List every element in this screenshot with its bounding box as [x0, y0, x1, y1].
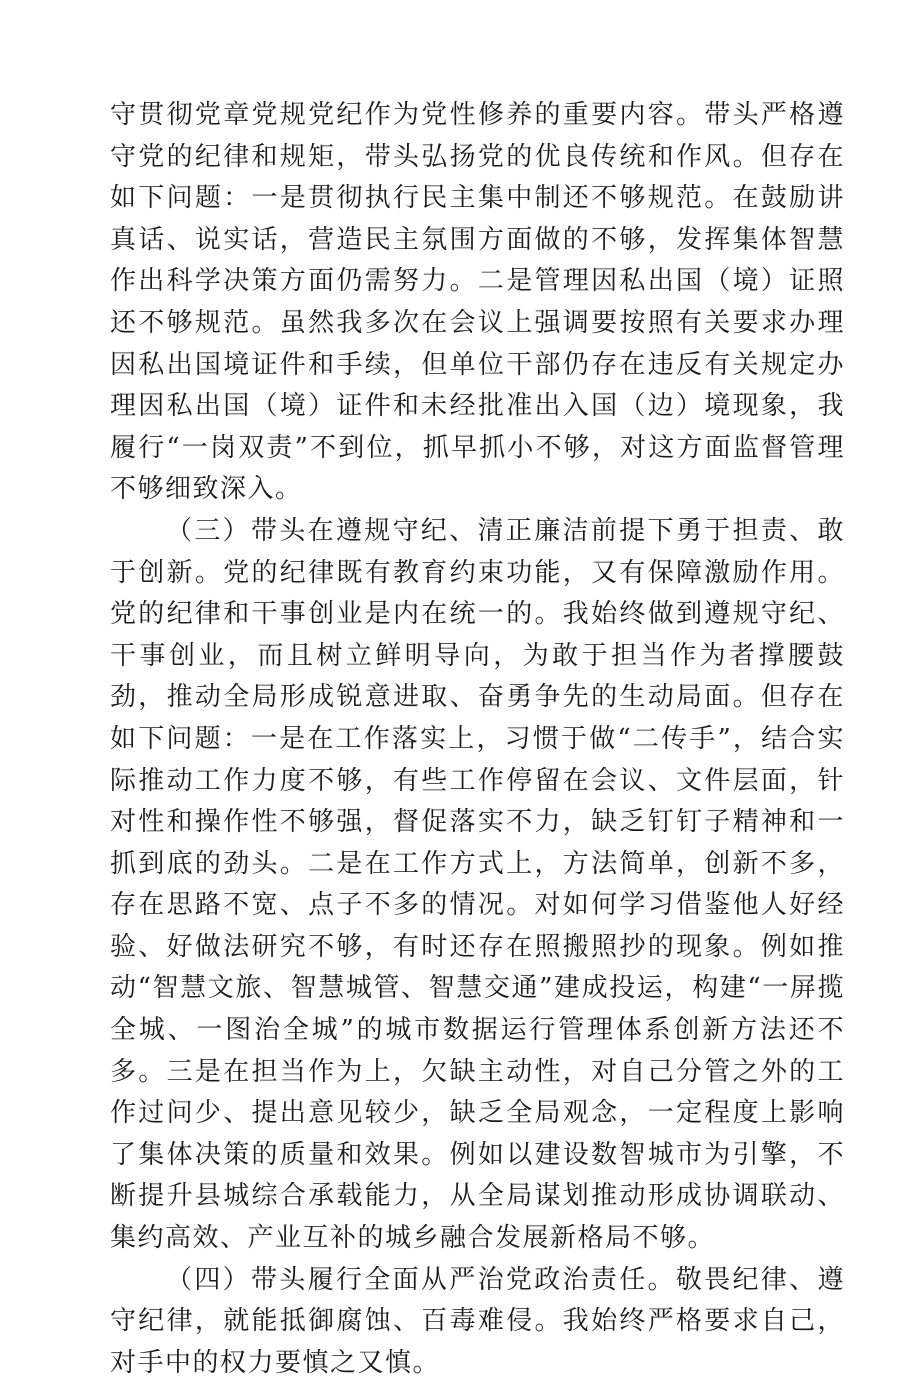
paragraph-section-four: （四）带头履行全面从严治党政治责任。敬畏纪律、遵守纪律，就能抵御腐蚀、百毒难侵。我始终严格要求自己，对手中的权力要慎之又慎。 [110, 1264, 845, 1378]
document-body [110, 95, 845, 1384]
paragraph-continued: 守贯彻党章党规党纪作为党性修养的重要内容。带头严格遵守党的纪律和规矩，带头弘扬党的优良传统和作风。但存在如下问题：一是贯彻执行民主集中制还不够规范。在鼓励讲真话、说实话，营造民主氛围方面做的不够，发挥集体智慧作出科学决策方面仍需努力。二是管理因私出国（境）证照还不够规范。虽然我多次在会议上强调要按照有关要求办理因私出国境证件和手续，但单位干部仍存在违反有关规定办理因私出国（境）证件和未经批准出入国（边）境现象，我履行“一岗双责”不到位，抓早抓小不够，对这方面监督管理不够细致深入。 [110, 100, 845, 505]
paragraph-section-three: （三）带头在遵规守纪、清正廉洁前提下勇于担责、敢于创新。党的纪律既有教育约束功能，又有保障激励作用。党的纪律和干事创业是内在统一的。我始终做到遵规守纪、干事创业，而且树立鲜明导向，为敢于担当作为者撑腰鼓劲，推动全局形成锐意进取、奋勇争先的生动局面。但存在如下问题：一是在工作落实上，习惯于做“二传手”，结合实际推动工作力度不够，有些工作停留在会议、文件层面，针对性和操作性不够强，督促落实不力，缺乏钉钉子精神和一抓到底的劲头。二是在工作方式上，方法简单，创新不多，存在思路不宽、点子不多的情况。对如何学习借鉴他人好经验、好做法研究不够，有时还存在照搬照抄的现象。例如推动“智慧文旅、智慧城管、智慧交通”建成投运，构建“一屏揽全城、一图治全城”的城市数据运行管理体系创新方法还不多。三是在担当作为上，欠缺主动性，对自己分管之外的工作过问少、提出意见较少，缺乏全局观念，一定程度上影响了集体决策的质量和效果。例如以建设数智城市为引擎，不断提升县城综合承载能力，从全局谋划推动形成协调联动、集约高效、产业互补的城乡融合发展新格局不够。 [110, 515, 845, 1254]
